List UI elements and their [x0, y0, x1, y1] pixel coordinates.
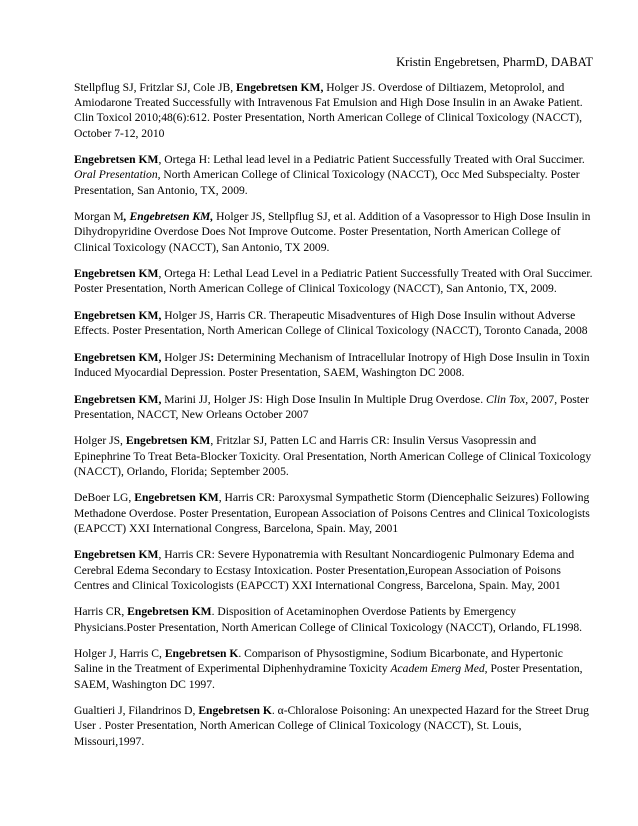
entry-text: Stellpflug SJ, Fritzlar SJ, Cole JB,	[74, 81, 237, 94]
entry-italic: Academ Emerg Med,	[390, 662, 488, 676]
entry-text: , Ortega H: Lethal Lead Level in a Pediatric Patient Successfully Treated with Oral Succimer. Poster Presentation, North American College of Clinical Toxicology (NACCT), San Antonio, TX, 2009.	[74, 267, 593, 296]
publication-entry	[74, 490, 594, 536]
entry-text: Harris CR,	[74, 605, 128, 619]
publication-entry	[74, 392, 594, 422]
publication-entry	[74, 80, 594, 141]
entry-text: 2007, Poster Presentation, NACCT, New Orleans October 2007	[74, 392, 589, 421]
entry-author-bold: Engebretsen KM	[134, 491, 219, 505]
entry-text: Holger JS, Harris CR. Therapeutic Misadventures of High Dose Insulin without Adverse Effects. Poster Presentation, North American College of Clinical Toxicology (NACCT), Toronto Canada, 2008	[74, 309, 588, 338]
entry-text: Holger JS,	[74, 434, 126, 448]
entry-author-bold: Engebretsen KM,	[74, 350, 162, 364]
publication-entry	[74, 547, 594, 593]
entry-text: Holger JS. Overdose of Diltiazem, Metoprolol, and Amiodarone Treated Successfully with Intravenous Fat Emulsion and High Dose Insulin in an Awake Patient. Clin Toxicol 2010;48(6):612. Poster Presentation, North American College of Clinical Toxicology (NACCT), October 7-12, 2010	[74, 81, 583, 140]
entry-text: DeBoer LG,	[74, 491, 135, 505]
entry-text: Gualtieri J, Filandrinos D,	[74, 704, 199, 718]
page-header-author: Kristin Engebretsen, PharmD, DABAT	[396, 55, 593, 69]
publication-entry	[74, 350, 594, 380]
entry-text: . α-Chloralose Poisoning: An unexpected Hazard for the Street Drug User . Poster Presentation, North American College of Clinical Toxicology (NACCT), St. Louis, Missouri,1997.	[74, 704, 589, 748]
entry-text: Holger J, Harris C,	[74, 647, 165, 661]
entry-author-bold: Engebretsen KM,	[74, 392, 162, 406]
entry-italic: Clin Tox,	[486, 392, 529, 406]
entry-text: . Comparison of Physostigmine, Sodium Bicarbonate, and Hypertonic Saline in the Treatment of Experimental Diphenhydramine Toxicity	[74, 647, 563, 676]
entry-italic: Oral Presentation,	[74, 168, 161, 182]
publication-entry	[74, 308, 594, 338]
entry-text: Holger JS, Stellpflug SJ, et al. Addition of a Vasopressor to High Dose Insulin in Dihydropyridine Overdose Does Not Improve Outcome. Poster Presentation, North American College of Clinical Toxicology (NACCT), San Antonio, TX 2009.	[74, 210, 591, 254]
publication-entry	[74, 646, 594, 692]
publication-entry	[74, 266, 594, 296]
entry-text: , Harris CR: Severe Hyponatremia with Resultant Noncardiogenic Pulmonary Edema and Cerebral Edema Secondary to Ecstasy Intoxication. Poster Presentation,European Association of Poisons Centres and Clinical Toxicologists (EAPCCT) XXI International Congress, Barcelona, Spain. May, 2001	[74, 548, 575, 592]
entry-author-bold: Engebretsen KM	[127, 605, 212, 619]
entry-text: Determining Mechanism of Intracellular Inotropy of High Dose Insulin in Toxin Induced Myocardial Depression. Poster Presentation, SAEM, Washington DC 2008.	[74, 350, 590, 379]
entry-author-bold: Engebretsen K	[198, 704, 272, 718]
publication-entry	[74, 433, 594, 479]
entry-author-bold: Engebretsen KM	[74, 548, 159, 562]
publication-entry	[74, 703, 594, 749]
entry-author-bold: Engebretsen KM,	[74, 309, 162, 322]
publication-list	[74, 80, 594, 760]
entry-author-bold: Engebretsen KM	[125, 434, 211, 448]
publication-entry	[74, 604, 594, 634]
entry-text: Holger JS	[161, 350, 211, 364]
entry-text: Poster Presentation, SAEM, Washington DC 1997.	[74, 662, 583, 691]
entry-text: Morgan M	[74, 210, 124, 224]
entry-author-bold: Engebretsen K	[164, 647, 239, 661]
entry-text: . Disposition of Acetaminophen Overdose Patients by Emergency Physicians.Poster Presentation, North American College of Clinical Toxicology (NACCT), Orlando, FL1998.	[74, 605, 583, 634]
entry-colon-bold: :	[210, 350, 215, 364]
entry-text: , Fritzlar SJ, Patten LC and Harris CR: Insulin Versus Vasopressin and Epinephrine To Treat Beta-Blocker Toxicity. Oral Presentation, North American College of Clinical Toxicology (NACCT), Orlando, Florida; September 2005.	[74, 434, 592, 478]
entry-text: , Ortega H: Lethal lead level in a Pediatric Patient Successfully Treated with Oral Succimer.	[158, 153, 585, 167]
entry-author-bold: Engebretsen KM	[74, 153, 159, 167]
publication-entry	[74, 209, 594, 255]
entry-text: North American College of Clinical Toxicology (NACCT), Occ Med Subspecialty. Poster Presentation, San Antonio, TX, 2009.	[74, 168, 580, 197]
entry-author-bold: , Engebretsen KM,	[123, 210, 214, 224]
entry-text: , Harris CR: Paroxysmal Sympathetic Storm (Diencephalic Seizures) Following Methadone Overdose. Poster Presentation, European Association of Poisons Centres and Clinical Toxicologists (EAPCCT) XXI International Congress, Barcelona, Spain. May, 2001	[74, 491, 590, 535]
publication-entry	[74, 152, 594, 198]
entry-text: Marini JJ, Holger JS: High Dose Insulin In Multiple Drug Overdose.	[161, 392, 486, 406]
entry-author-bold: Engebretsen KM,	[236, 81, 324, 94]
entry-author-bold: Engebretsen KM	[74, 267, 159, 281]
